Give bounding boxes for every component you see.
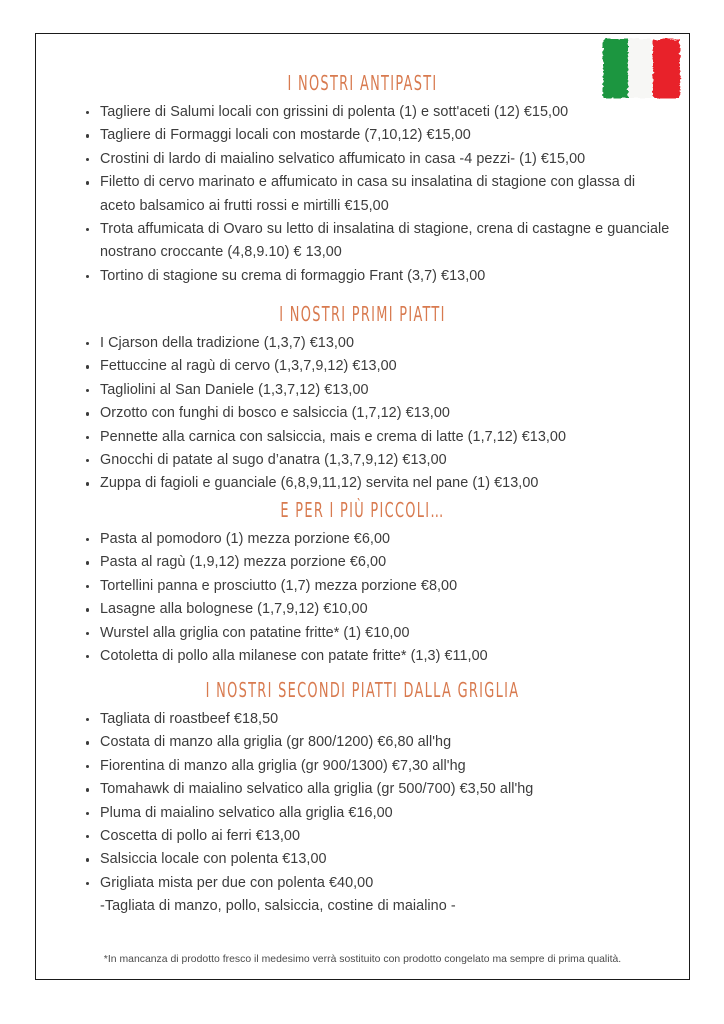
list-item: Tomahawk di maialino selvatico alla griglia (gr 500/700) €3,50 all'hg xyxy=(36,778,689,801)
menu-page xyxy=(35,33,690,980)
secondi-griglia-item-list xyxy=(36,708,689,919)
list-item: Salsiccia locale con polenta €13,00 xyxy=(36,848,689,871)
list-item: Tagliata di roastbeef €18,50 xyxy=(36,708,689,731)
list-item: Orzotto con funghi di bosco e salsiccia (1,7,12) €13,00 xyxy=(36,402,689,425)
list-item: Costata di manzo alla griglia (gr 800/1200) €6,80 all'hg xyxy=(36,731,689,754)
list-item: Tagliere di Salumi locali con grissini di polenta (1) e sott'aceti (12) €15,00 xyxy=(36,101,689,124)
footnote: *In mancanza di prodotto fresco il medesimo verrà sostituito con prodotto congelato ma sempre di prima qualità. xyxy=(103,954,622,965)
antipasti-item-list xyxy=(36,101,689,288)
list-item: Pluma di maialino selvatico alla griglia €16,00 xyxy=(36,802,689,825)
section-antipasti xyxy=(36,74,689,288)
list-item: Trota affumicata di Ovaro su letto di insalatina di stagione, crena di castagne e guanciale nostrano croccante (4,8,9.10) € 13,00 xyxy=(36,218,689,265)
section-heading-antipasti: I NOSTRI ANTIPASTI xyxy=(287,72,438,96)
list-item: Coscetta di pollo ai ferri €13,00 xyxy=(36,825,689,848)
section-heading-piu-piccoli: E PER I PIÙ PICCOLI… xyxy=(280,499,445,523)
list-item: Tortino di stagione su crema di formaggio Frant (3,7) €13,00 xyxy=(36,265,689,288)
list-item: Pasta al ragù (1,9,12) mezza porzione €6,00 xyxy=(36,551,689,574)
section-heading-primi-piatti: I NOSTRI PRIMI PIATTI xyxy=(279,303,446,327)
list-item-subnote: -Tagliata di manzo, pollo, salsiccia, costine di maialino - xyxy=(100,898,456,915)
section-piu-piccoli xyxy=(36,501,689,668)
list-item: Gnocchi di patate al sugo d’anatra (1,3,7,9,12) €13,00 xyxy=(36,449,689,472)
list-item: Filetto di cervo marinato e affumicato in casa su insalatina di stagione con glassa di aceto balsamico ai frutti rossi e mirtilli €15,00 xyxy=(36,171,689,218)
list-item: Pasta al pomodoro (1) mezza porzione €6,00 xyxy=(36,528,689,551)
list-item: Fiorentina di manzo alla griglia (gr 900/1300) €7,30 all'hg xyxy=(36,755,689,778)
list-item: Fettuccine al ragù di cervo (1,3,7,9,12) €13,00 xyxy=(36,355,689,378)
list-item: Pennette alla carnica con salsiccia, mais e crema di latte (1,7,12) €13,00 xyxy=(36,426,689,449)
section-primi-piatti xyxy=(36,305,689,496)
list-item: Cotoletta di pollo alla milanese con patate fritte* (1,3) €11,00 xyxy=(36,645,689,668)
section-secondi-griglia xyxy=(36,681,689,919)
list-item: Lasagne alla bolognese (1,7,9,12) €10,00 xyxy=(36,598,689,621)
list-item: I Cjarson della tradizione (1,3,7) €13,00 xyxy=(36,332,689,355)
list-item: Crostini di lardo di maialino selvatico affumicato in casa -4 pezzi- (1) €15,00 xyxy=(36,148,689,171)
list-item: Tortellini panna e prosciutto (1,7) mezza porzione €8,00 xyxy=(36,575,689,598)
list-item: Tagliolini al San Daniele (1,3,7,12) €13,00 xyxy=(36,379,689,402)
section-heading-secondi-griglia: I NOSTRI SECONDI PIATTI DALLA GRIGLIA xyxy=(205,679,520,703)
primi-piatti-item-list xyxy=(36,332,689,496)
list-item: Tagliere di Formaggi locali con mostarde (7,10,12) €15,00 xyxy=(36,124,689,147)
list-item: Grigliata mista per due con polenta €40,00 xyxy=(36,872,689,895)
piu-piccoli-item-list xyxy=(36,528,689,668)
list-item: Zuppa di fagioli e guanciale (6,8,9,11,12) servita nel pane (1) €13,00 xyxy=(36,472,689,495)
list-item: Wurstel alla griglia con patatine fritte* (1) €10,00 xyxy=(36,622,689,645)
